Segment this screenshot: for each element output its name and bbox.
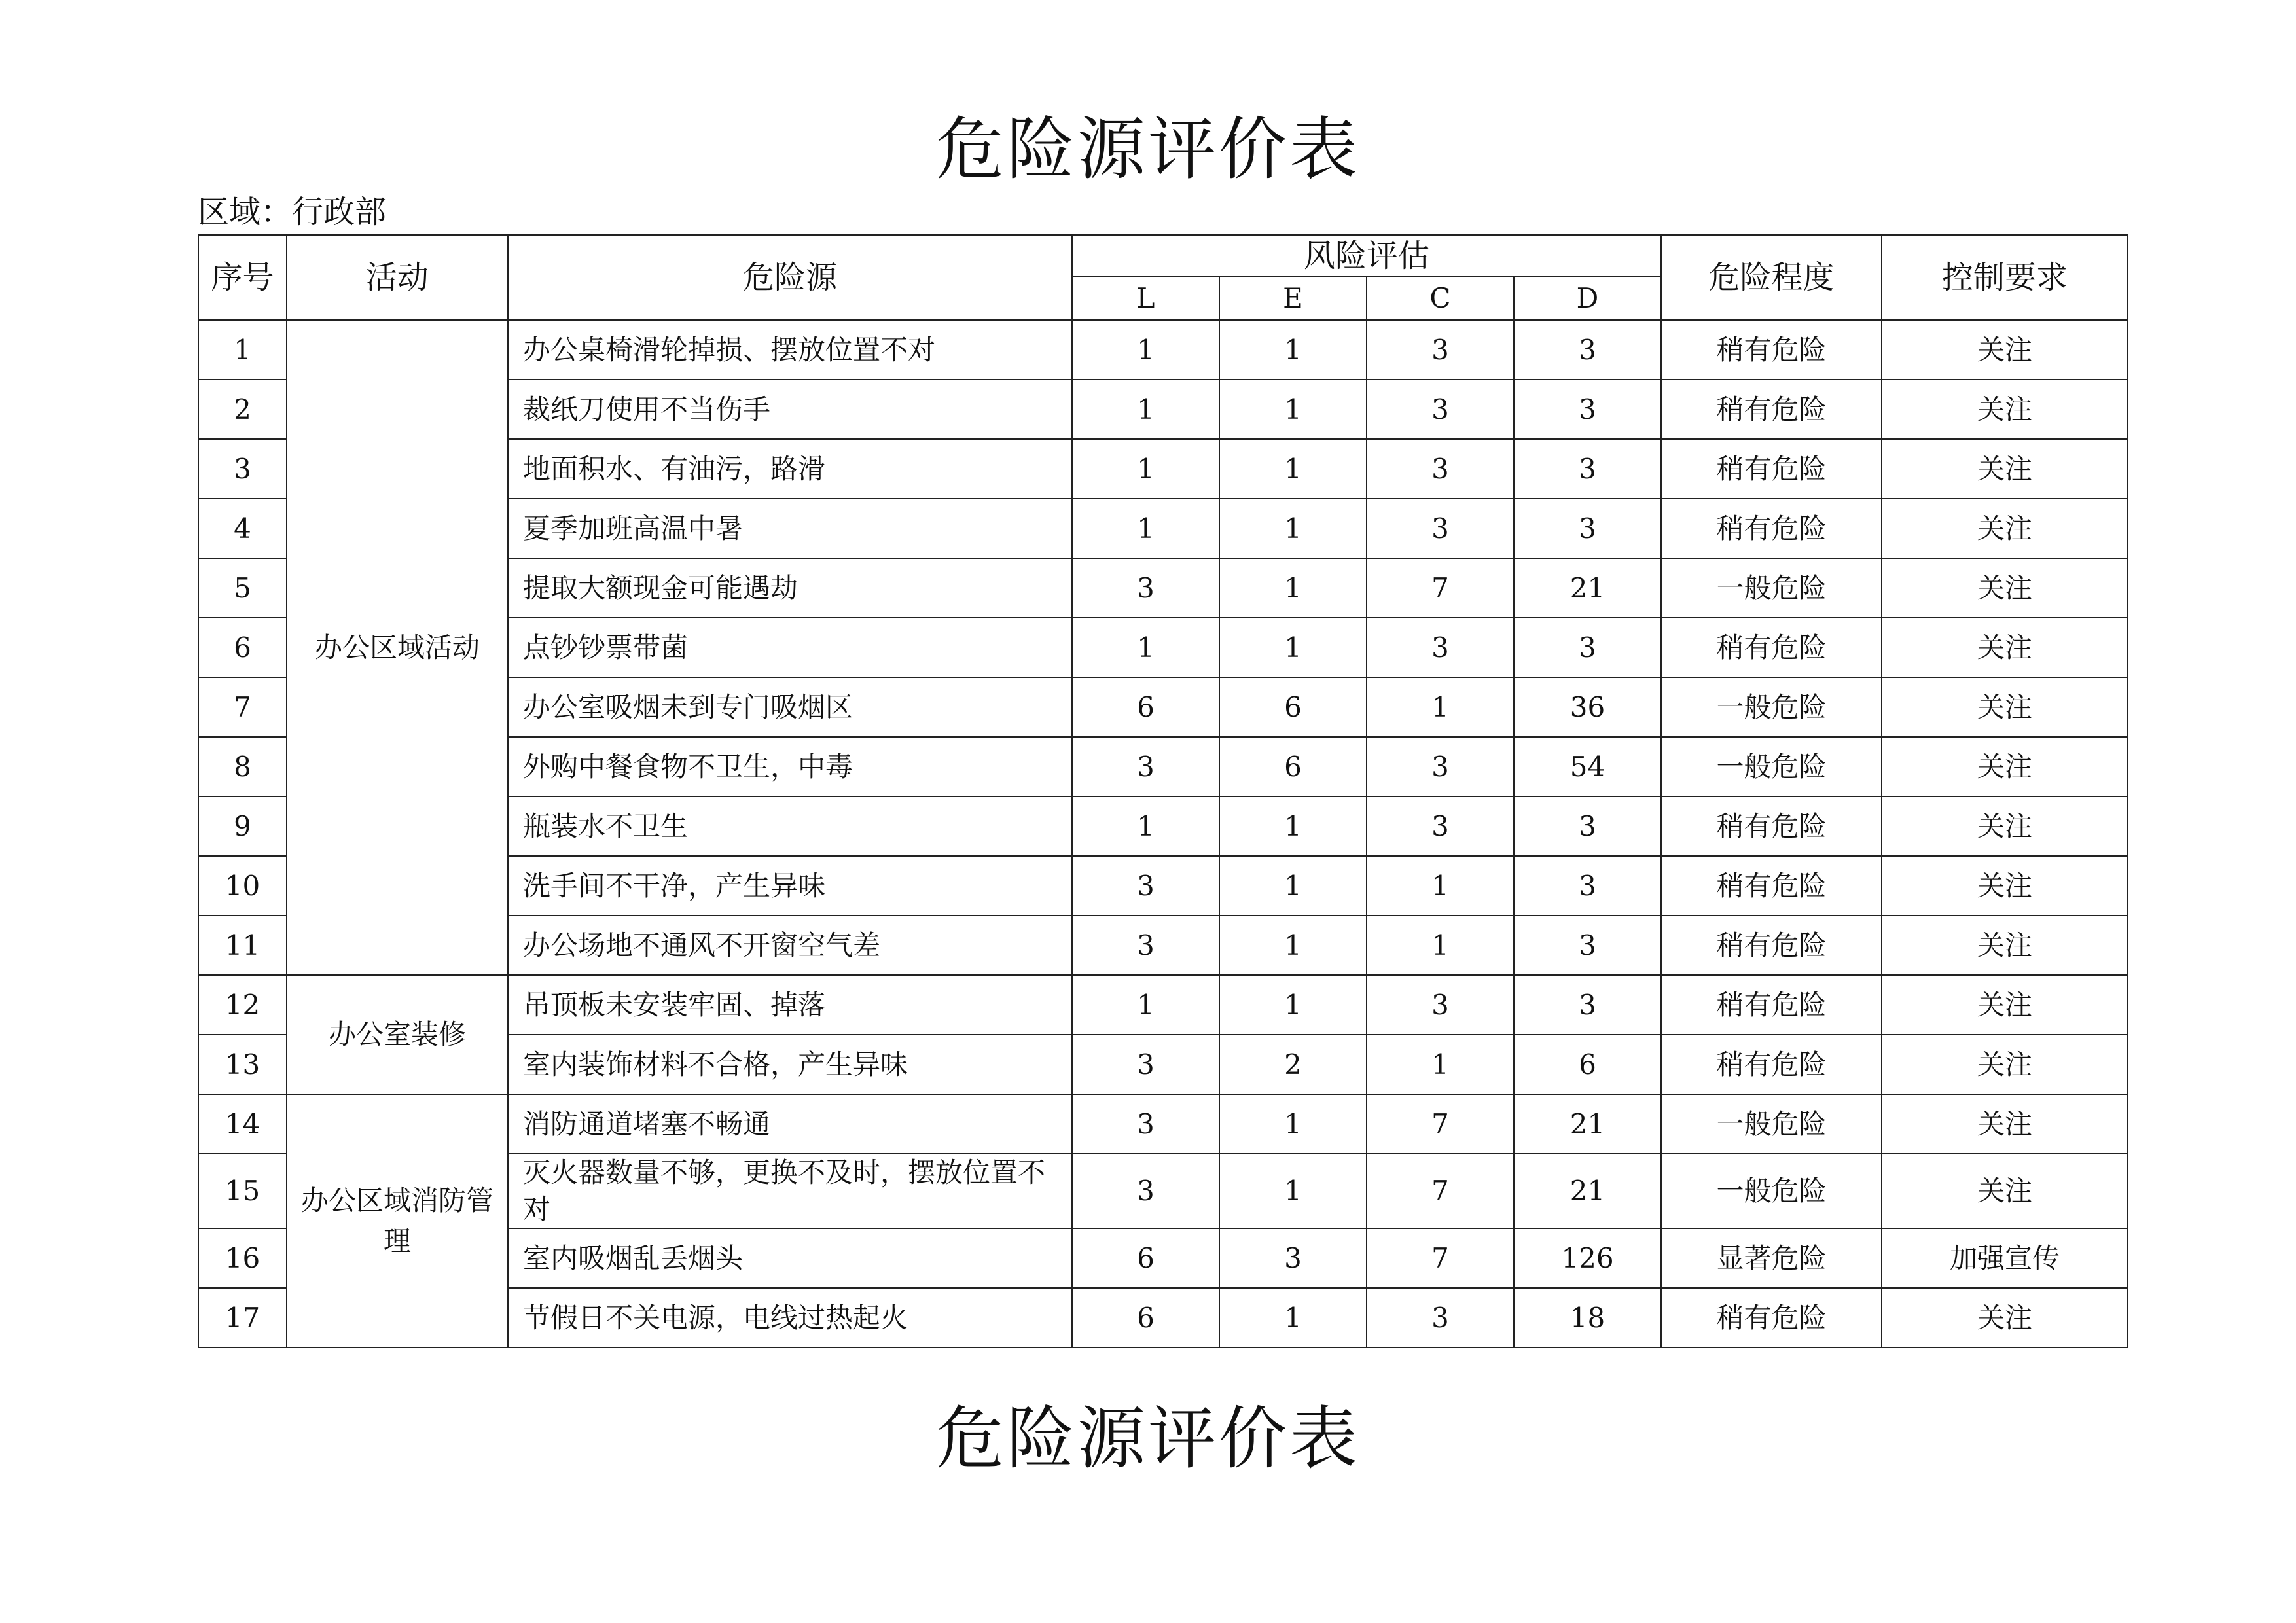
header-E: E <box>1219 277 1367 320</box>
cell-L: 1 <box>1072 618 1219 677</box>
cell-hazard: 点钞钞票带菌 <box>508 618 1072 677</box>
cell-control: 加强宣传 <box>1882 1228 2128 1288</box>
cell-L: 3 <box>1072 1035 1219 1094</box>
cell-E: 1 <box>1219 320 1367 380</box>
cell-C: 1 <box>1367 856 1514 916</box>
cell-C: 3 <box>1367 439 1514 499</box>
cell-level: 稍有危险 <box>1661 1288 1882 1347</box>
cell-seq: 9 <box>198 796 287 856</box>
cell-L: 3 <box>1072 1154 1219 1228</box>
cell-level: 稍有危险 <box>1661 499 1882 558</box>
cell-level: 一般危险 <box>1661 737 1882 796</box>
cell-level: 一般危险 <box>1661 558 1882 618</box>
cell-E: 3 <box>1219 1228 1367 1288</box>
cell-hazard: 提取大额现金可能遇劫 <box>508 558 1072 618</box>
cell-level: 稍有危险 <box>1661 796 1882 856</box>
cell-E: 1 <box>1219 380 1367 439</box>
cell-hazard: 办公室吸烟未到专门吸烟区 <box>508 677 1072 737</box>
cell-control: 关注 <box>1882 380 2128 439</box>
cell-seq: 13 <box>198 1035 287 1094</box>
cell-level: 一般危险 <box>1661 1094 1882 1154</box>
cell-level: 稍有危险 <box>1661 320 1882 380</box>
page-title-repeat: 危险源评价表 <box>935 1399 1360 1478</box>
cell-E: 1 <box>1219 439 1367 499</box>
cell-seq: 1 <box>198 320 287 380</box>
region-label: 区域：行政部 <box>198 194 387 230</box>
header-activity: 活动 <box>287 235 508 320</box>
cell-L: 1 <box>1072 380 1219 439</box>
cell-D: 3 <box>1514 796 1661 856</box>
cell-hazard: 瓶装水不卫生 <box>508 796 1072 856</box>
cell-C: 1 <box>1367 1035 1514 1094</box>
header-hazard: 危险源 <box>508 235 1072 320</box>
header-risk-eval: 风险评估 <box>1072 235 1661 277</box>
cell-C: 7 <box>1367 1228 1514 1288</box>
cell-L: 3 <box>1072 856 1219 916</box>
table-row <box>198 975 2128 1035</box>
cell-hazard: 地面积水、有油污，路滑 <box>508 439 1072 499</box>
cell-control: 关注 <box>1882 1035 2128 1094</box>
cell-L: 3 <box>1072 1094 1219 1154</box>
header-seq: 序号 <box>198 235 287 320</box>
cell-E: 1 <box>1219 618 1367 677</box>
cell-level: 稍有危险 <box>1661 380 1882 439</box>
cell-control: 关注 <box>1882 975 2128 1035</box>
cell-E: 1 <box>1219 499 1367 558</box>
cell-L: 6 <box>1072 1228 1219 1288</box>
cell-E: 1 <box>1219 1154 1367 1228</box>
cell-C: 3 <box>1367 1288 1514 1347</box>
cell-L: 6 <box>1072 677 1219 737</box>
cell-level: 一般危险 <box>1661 1154 1882 1228</box>
cell-seq: 5 <box>198 558 287 618</box>
cell-E: 1 <box>1219 796 1367 856</box>
cell-E: 2 <box>1219 1035 1367 1094</box>
cell-level: 稍有危险 <box>1661 1035 1882 1094</box>
cell-control: 关注 <box>1882 439 2128 499</box>
cell-level: 一般危险 <box>1661 677 1882 737</box>
cell-D: 3 <box>1514 618 1661 677</box>
table-row <box>198 1094 2128 1154</box>
cell-C: 3 <box>1367 975 1514 1035</box>
cell-L: 3 <box>1072 916 1219 975</box>
cell-activity: 办公室装修 <box>287 975 508 1094</box>
cell-hazard: 外购中餐食物不卫生，中毒 <box>508 737 1072 796</box>
cell-C: 3 <box>1367 380 1514 439</box>
cell-seq: 7 <box>198 677 287 737</box>
cell-E: 1 <box>1219 558 1367 618</box>
cell-D: 3 <box>1514 380 1661 439</box>
cell-hazard: 室内装饰材料不合格，产生异味 <box>508 1035 1072 1094</box>
cell-E: 1 <box>1219 916 1367 975</box>
cell-E: 1 <box>1219 1288 1367 1347</box>
cell-hazard: 吊顶板未安装牢固、掉落 <box>508 975 1072 1035</box>
header-D: D <box>1514 277 1661 320</box>
cell-level: 稍有危险 <box>1661 916 1882 975</box>
cell-C: 3 <box>1367 499 1514 558</box>
cell-control: 关注 <box>1882 796 2128 856</box>
cell-L: 3 <box>1072 737 1219 796</box>
cell-level: 稍有危险 <box>1661 856 1882 916</box>
cell-hazard: 节假日不关电源，电线过热起火 <box>508 1288 1072 1347</box>
cell-control: 关注 <box>1882 1154 2128 1228</box>
cell-L: 3 <box>1072 558 1219 618</box>
cell-E: 6 <box>1219 677 1367 737</box>
cell-C: 3 <box>1367 618 1514 677</box>
cell-L: 1 <box>1072 796 1219 856</box>
cell-control: 关注 <box>1882 677 2128 737</box>
cell-C: 1 <box>1367 677 1514 737</box>
cell-control: 关注 <box>1882 618 2128 677</box>
cell-E: 6 <box>1219 737 1367 796</box>
cell-control: 关注 <box>1882 856 2128 916</box>
cell-D: 54 <box>1514 737 1661 796</box>
cell-L: 1 <box>1072 975 1219 1035</box>
cell-control: 关注 <box>1882 1094 2128 1154</box>
table-row <box>198 320 2128 380</box>
cell-L: 1 <box>1072 439 1219 499</box>
cell-D: 126 <box>1514 1228 1661 1288</box>
cell-L: 1 <box>1072 499 1219 558</box>
cell-control: 关注 <box>1882 320 2128 380</box>
cell-L: 6 <box>1072 1288 1219 1347</box>
cell-L: 1 <box>1072 320 1219 380</box>
header-C: C <box>1367 277 1514 320</box>
cell-seq: 10 <box>198 856 287 916</box>
cell-level: 稍有危险 <box>1661 439 1882 499</box>
cell-D: 36 <box>1514 677 1661 737</box>
cell-E: 1 <box>1219 975 1367 1035</box>
cell-E: 1 <box>1219 1094 1367 1154</box>
cell-control: 关注 <box>1882 558 2128 618</box>
cell-E: 1 <box>1219 856 1367 916</box>
header-control: 控制要求 <box>1882 235 2128 320</box>
cell-C: 3 <box>1367 796 1514 856</box>
cell-activity: 办公区域活动 <box>287 320 508 975</box>
cell-seq: 4 <box>198 499 287 558</box>
cell-D: 3 <box>1514 975 1661 1035</box>
cell-C: 3 <box>1367 737 1514 796</box>
cell-hazard: 裁纸刀使用不当伤手 <box>508 380 1072 439</box>
cell-D: 6 <box>1514 1035 1661 1094</box>
cell-seq: 17 <box>198 1288 287 1347</box>
cell-hazard: 消防通道堵塞不畅通 <box>508 1094 1072 1154</box>
cell-D: 18 <box>1514 1288 1661 1347</box>
cell-activity: 办公区域消防管理 <box>287 1094 508 1347</box>
cell-C: 1 <box>1367 916 1514 975</box>
cell-hazard: 洗手间不干净，产生异味 <box>508 856 1072 916</box>
cell-seq: 15 <box>198 1154 287 1228</box>
cell-D: 3 <box>1514 916 1661 975</box>
cell-hazard: 夏季加班高温中暑 <box>508 499 1072 558</box>
cell-seq: 11 <box>198 916 287 975</box>
header-L: L <box>1072 277 1219 320</box>
cell-level: 显著危险 <box>1661 1228 1882 1288</box>
cell-C: 3 <box>1367 320 1514 380</box>
cell-D: 3 <box>1514 320 1661 380</box>
page-title: 危险源评价表 <box>935 109 1360 189</box>
cell-hazard: 室内吸烟乱丢烟头 <box>508 1228 1072 1288</box>
cell-seq: 3 <box>198 439 287 499</box>
cell-D: 3 <box>1514 499 1661 558</box>
cell-seq: 16 <box>198 1228 287 1288</box>
cell-control: 关注 <box>1882 1288 2128 1347</box>
cell-D: 21 <box>1514 1154 1661 1228</box>
cell-hazard: 灭火器数量不够，更换不及时，摆放位置不对 <box>508 1154 1072 1228</box>
cell-seq: 6 <box>198 618 287 677</box>
cell-C: 7 <box>1367 1094 1514 1154</box>
header-level: 危险程度 <box>1661 235 1882 320</box>
cell-D: 21 <box>1514 558 1661 618</box>
cell-control: 关注 <box>1882 737 2128 796</box>
cell-level: 稍有危险 <box>1661 618 1882 677</box>
hazard-evaluation-table <box>198 234 2128 1348</box>
cell-seq: 14 <box>198 1094 287 1154</box>
cell-D: 3 <box>1514 439 1661 499</box>
cell-D: 3 <box>1514 856 1661 916</box>
cell-C: 7 <box>1367 1154 1514 1228</box>
cell-seq: 2 <box>198 380 287 439</box>
cell-C: 7 <box>1367 558 1514 618</box>
cell-control: 关注 <box>1882 499 2128 558</box>
cell-seq: 8 <box>198 737 287 796</box>
cell-seq: 12 <box>198 975 287 1035</box>
cell-D: 21 <box>1514 1094 1661 1154</box>
cell-control: 关注 <box>1882 916 2128 975</box>
cell-hazard: 办公桌椅滑轮掉损、摆放位置不对 <box>508 320 1072 380</box>
cell-level: 稍有危险 <box>1661 975 1882 1035</box>
cell-hazard: 办公场地不通风不开窗空气差 <box>508 916 1072 975</box>
